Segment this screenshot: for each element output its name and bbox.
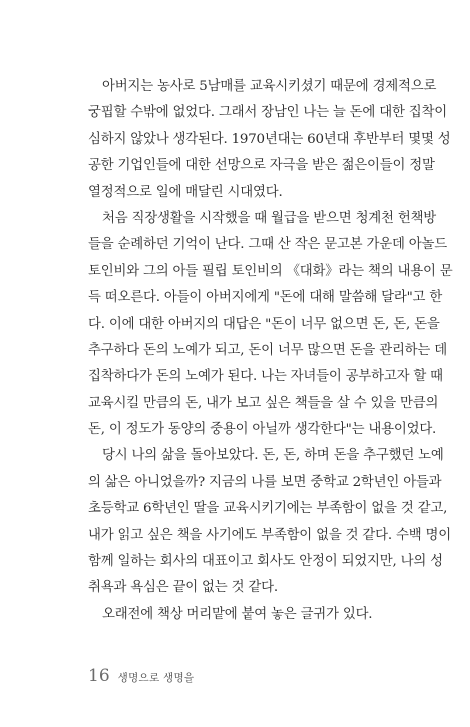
text-line: 궁핍할 수밖에 없었다. 그래서 장남인 나는 늘 돈에 대한 집착이 (88, 105, 447, 121)
text-line: 들을 순례하던 기억이 난다. 그때 산 작은 문고본 가운데 아놀드 (88, 237, 447, 253)
text-line: 취욕과 욕심은 끝이 없는 것 같다. (88, 580, 278, 596)
text-line: 추구하다 돈의 노예가 되고, 돈이 너무 많으면 돈을 관리하는 데 (88, 342, 447, 358)
body-text (88, 74, 453, 628)
running-title: 생명으로 생명을 (117, 672, 195, 684)
text-line: 돈, 이 정도가 동양의 중용이 아닐까 생각한다"는 내용이었다. (88, 422, 437, 438)
text-line: 심하지 않았나 생각된다. 1970년대는 60년대 후반부터 몇몇 성 (88, 131, 451, 147)
text-line: 아버지는 농사로 5남매를 교육시키셨기 때문에 경제적으로 (102, 79, 437, 94)
page-footer (88, 666, 194, 686)
text-line: 열정적으로 일에 매달린 시대였다. (88, 184, 283, 200)
text-line: 의 삶은 아니었을까? 지금의 나를 보면 중학교 2학년인 아들과 (88, 474, 442, 490)
text-line: 오래전에 책상 머리맡에 붙여 놓은 글귀가 있다. (102, 606, 373, 622)
text-line: 공한 기업인들에 대한 선망으로 자극을 받은 젊은이들이 정말 (88, 158, 435, 174)
text-line: 교육시킬 만큼의 돈, 내가 보고 싶은 책들을 살 수 있을 만큼의 (88, 395, 439, 411)
text-line: 함께 일하는 회사의 대표이고 회사도 안정이 되었지만, 나의 성 (88, 554, 443, 570)
text-line: 다. 이에 대한 아버지의 대답은 "돈이 너무 없으면 돈, 돈, 돈을 (88, 316, 440, 332)
text-line: 당시 나의 삶을 돌아보았다. 돈, 돈, 하며 돈을 추구했던 노예 (102, 448, 444, 464)
text-line: 처음 직장생활을 시작했을 때 월급을 받으면 청계천 헌책방 (102, 210, 437, 226)
text-line: 득 떠오른다. 아들이 아버지에게 "돈에 대해 말씀해 달라"고 한 (88, 290, 443, 306)
text-line: 초등학교 6학년인 딸을 교육시키기에는 부족함이 없을 것 같고, (88, 501, 448, 517)
text-line: 집착하다가 돈의 노예가 된다. 나는 자녀들이 공부하고자 할 때 (88, 369, 443, 385)
text-line: 토인비와 그의 아들 필립 토인비의 《대화》라는 책의 내용이 문 (88, 263, 453, 279)
page-number: 16 (88, 666, 110, 686)
text-line: 내가 읽고 싶은 책을 사기에도 부족함이 없을 것 같다. 수백 명이 (88, 527, 452, 543)
